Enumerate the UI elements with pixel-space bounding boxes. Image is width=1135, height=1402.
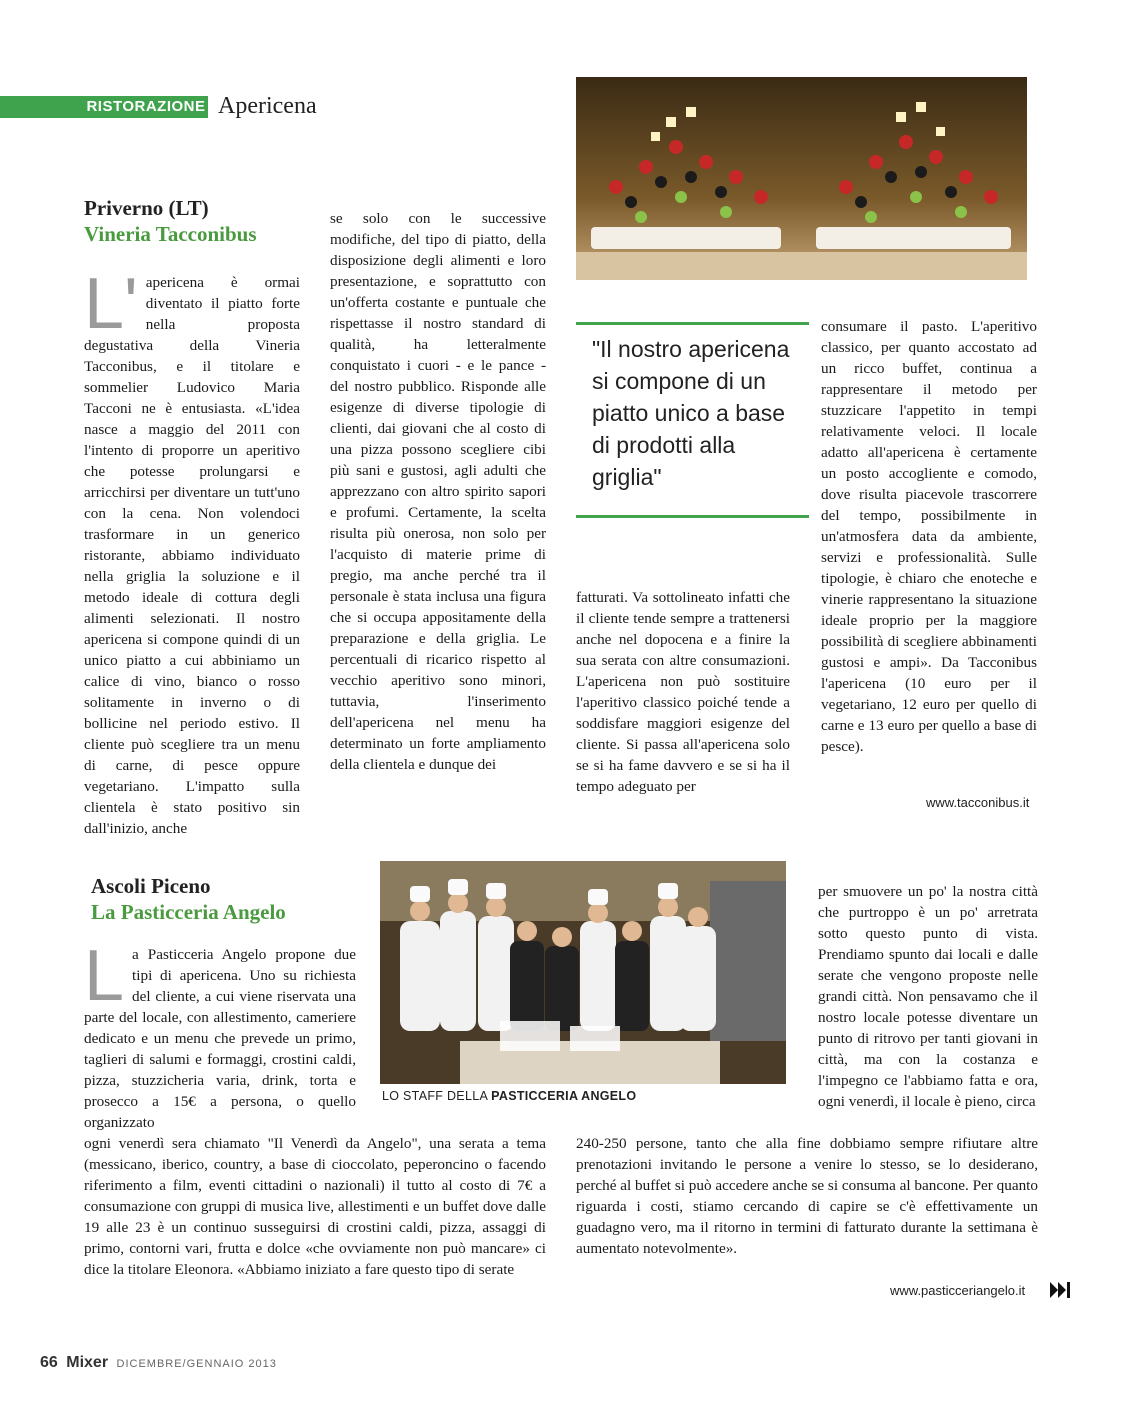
article1-column-4 [821, 316, 1037, 757]
article2-column-right [818, 881, 1038, 1112]
article1-col1-text: apericena è ormai diventato il piatto forte nella proposta degustativa della Vineria Tacconibus, e il titolare e sommelier Ludovico Maria Tacconi ne è entusiasta. «L'idea nasce a maggio del 2011 con l'intento di proporre un aperitivo che potesse prolungarsi e arricchirsi per diventare un tutt'uno con la cena. Non volendoci trasformare in un generico ristorante, abbiamo individuato nella griglia la soluzione e il metodo ideale di cottura degli alimenti selezionati. Il nostro apericena si compone quindi di un unico piatto a cui abbiniamo un calice di vino, bianco o rosso solitamente in inverno o di bollicine nel periodo estivo. Il cliente può scegliere tra un menu di carne, di pesce oppure vegetariano. L'impatto sulla clientela è stato positivo sin dall'inizio, anche [84, 274, 300, 837]
tacconibus-url[interactable]: www.tacconibus.it [926, 795, 1030, 810]
article2-col-right-text: per smuovere un po' la nostra città che purtroppo è un po' arretrata sotto questo punto di vista. Prendiamo spunto dai locali e dalle serate che vengono proposte nelle grandi città. Non pensavamo che il nostro locale potesse diventare un punto di ritrovo per tanti giovani in città, ma con la costanza e l'impegno ce l'abbiamo fatta e ora, ogni venerdì, il locale è pieno, circa [818, 883, 1038, 1110]
article2-column-1 [84, 936, 356, 1133]
article1-column-3 [576, 587, 790, 797]
skewers-photo [576, 77, 1027, 280]
section-tag: RISTORAZIONE [84, 96, 208, 118]
caption-prefix: LO STAFF DELLA [382, 1089, 492, 1103]
article2-wide-left [84, 1133, 546, 1280]
caption-bold: PASTICCERIA ANGELO [491, 1089, 637, 1103]
section-title: Apericena [218, 93, 317, 119]
staff-photo [380, 861, 786, 1084]
article2-dropcap: L [84, 936, 125, 1016]
next-page-icon[interactable] [1050, 1282, 1072, 1298]
issue-date: DICEMBRE/GENNAIO 2013 [116, 1358, 277, 1370]
article1-dropcap: L' [84, 264, 138, 344]
article2-wide-left-text: ogni venerdì sera chiamato "Il Venerdì da Angelo", una serata a tema (messicano, iberico, country, a base di cioccolato, peperoncino o facendo riferimento a film, eventi cittadini o nazionali) il tutto al costo di 7€ a consumazione con gruppi di musica live, allestimenti e un buffet dove dalle 19 alle 23 è un continuo susseguirsi di crostini caldi, pizza, assaggi di primo, contorni vari, frutta e dolce «che ovviamente non può mancare» ci dice la titolare Eleonora. «Abbiamo iniziato a fare questo tipo di serate [84, 1135, 546, 1278]
article2-wide-right [576, 1133, 1038, 1259]
article2-col1-text: a Pasticceria Angelo propone due tipi di apericena. Uno su richiesta del cliente, a cui viene riservata una parte del locale, con allestimento, cameriere dedicato e un menu che prevede un primo, taglieri di salumi e formaggi, crostini caldi, pizza, stuzzicheria varia, drink, torta e prosecco a 15€ a persona, o quello organizzato [84, 946, 356, 1131]
article2-name: La Pasticceria Angelo [91, 900, 286, 924]
article2-wide-right-text: 240-250 persone, tanto che alla fine dobbiamo sempre rifiutare altre prenotazioni invitando le persone a venire lo stesso, se lo desiderano, perché al buffet si può accedere anche se si consuma al bancone. Per quanto riguarda i costi, stiamo cercando di capire se c'è effettivamente un guadagno vero, ma il ritorno in termini di fatturato durante la settimana è aumentato notevolmente». [576, 1135, 1038, 1257]
magazine-name: Mixer [66, 1354, 109, 1371]
pasticceriangelo-url[interactable]: www.pasticceriangelo.it [890, 1283, 1026, 1298]
page-number: 66 [40, 1354, 58, 1371]
article1-col3-text: fatturati. Va sottolineato infatti che il cliente tende sempre a trattenersi anche nel dopocena e a finire la sua serata con altre consumazioni. L'apericena non può sostituire l'aperitivo classico poiché tende a soddisfare maggiori esigenze del cliente. Si passa all'apericena solo se si ha fame davvero e se si ha il tempo adeguato per [576, 589, 790, 795]
pull-quote: "Il nostro apericena si compone di un piatto unico a base di prodotti alla griglia" [576, 322, 809, 518]
staff-photo-caption [382, 1089, 636, 1103]
article1-name: Vineria Tacconibus [84, 222, 257, 246]
page-footer [40, 1354, 277, 1372]
article1-place: Priverno (LT) [84, 196, 209, 220]
article1-column-1 [84, 264, 300, 839]
article2-place: Ascoli Piceno [91, 874, 211, 898]
article1-column-2 [330, 208, 546, 775]
article1-col2-text: se solo con le successive modifiche, del tipo di piatto, della disposizione degli alimenti e loro presentazione, e soprattutto con un'offerta costante e puntuale che rispettasse il nostro standard di qualità, ha letteralmente conquistato i cuori - e le pance - del nostro pubblico. Risponde alle esigenze di diverse tipologie di clienti, dai giovani che al costo di una pizza possono scegliere cibi più sani e gustosi, agli adulti che apprezzano con altro spirito sapori e profumi. Certamente, la scelta risulta più onerosa, non solo per l'acquisto di materie prime di pregio, ma anche perché tra il personale è stata inclusa una figura che si occupa appositamente della preparazione e della griglia. Le percentuali di ricarico rispetto al vecchio aperitivo sono minori, tuttavia, l'inserimento dell'apericena nel menu ha determinato un forte ampliamento della clientela e dunque dei [330, 210, 546, 773]
article1-col4-text: consumare il pasto. L'aperitivo classico, per quanto accostato ad un ricco buffet, continua a rappresentare il metodo per stuzzicare l'appetito in tempi relativamente veloci. Il locale adatto all'apericena è certamente un posto accogliente e comodo, dove risulta piacevole trascorrere del tempo, possibilmente in un'atmosfera data da ambiente, servizi e professionalità. Sulle tipologie, è chiaro che enoteche e vinerie rappresentano la situazione ideale proprio per la maggiore possibilità di scegliere abbinamenti gustosi e ampi». Da Tacconibus l'apericena (10 euro per il vegetariano, 12 euro per quello di carne e 13 euro per quello a base di pesce). [821, 318, 1037, 755]
